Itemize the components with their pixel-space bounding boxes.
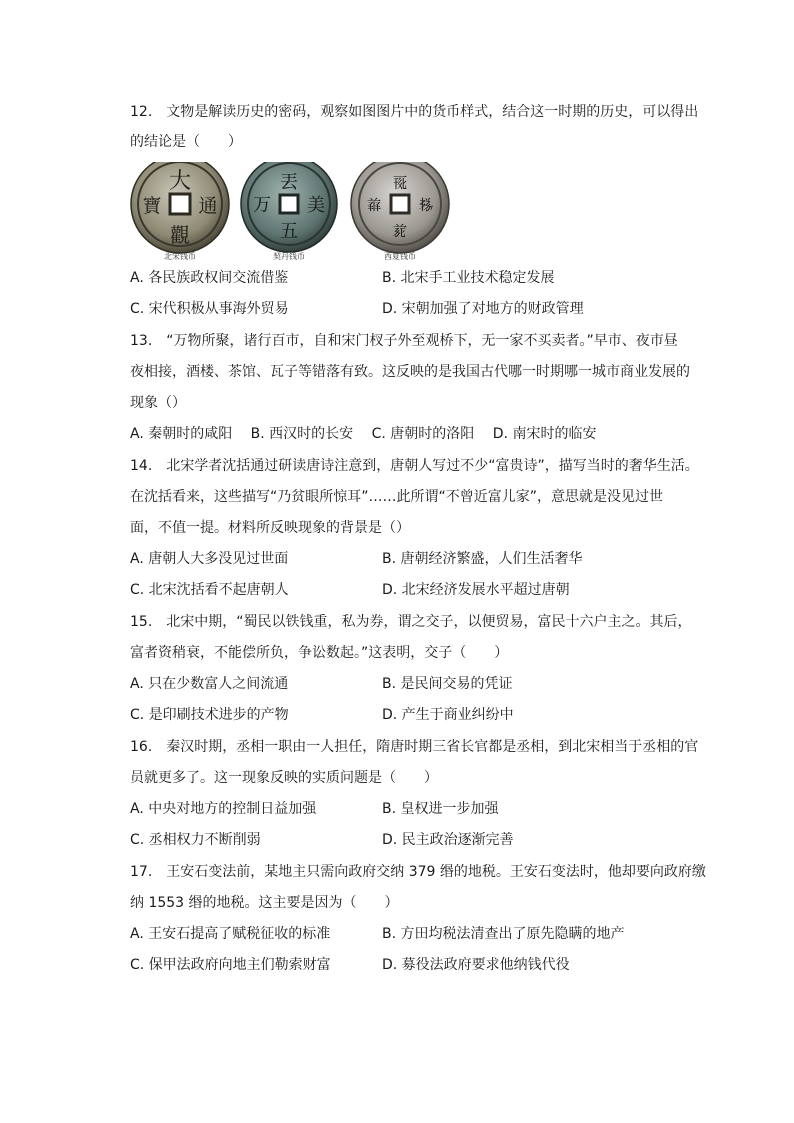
q14-stem-line3: 面，不值一提。材料所反映现象的背景是（） [130, 520, 410, 536]
q14-stem-line2: 在沈括看来，这些描写“乃贫眼所惊耳”……此所谓“不曾近富儿家”，意思就是没见过世 [130, 489, 664, 505]
q12-stem-line1: 12. 文物是解读历史的密码，观察如图图片中的货币样式，结合这一时期的历史，可以得出 [130, 104, 699, 120]
coin3-char-left: 𗒐 [366, 196, 382, 214]
q16-option-c[interactable]: C. 丞相权力不断削弱 [130, 832, 261, 848]
northern-song-coin [131, 162, 229, 261]
q15-option-b[interactable]: B. 是民间交易的凭证 [382, 676, 513, 692]
q12-stem-line2: 的结论是（ ） [130, 134, 242, 150]
q15-option-c[interactable]: C. 是印刷技术进步的产物 [130, 707, 289, 723]
q15-stem-line2: 富者资稍衰，不能偿所负，争讼数起。”这表明，交子（ ） [130, 645, 509, 661]
coin1-char-top: 大 [168, 169, 192, 194]
q14-option-c[interactable]: C. 北宋沈括看不起唐朝人 [130, 582, 289, 598]
q14-option-b[interactable]: B. 唐朝经济繁盛，人们生活奢华 [382, 551, 583, 567]
western-xia-coin [351, 162, 449, 261]
q12-option-c[interactable]: C. 宋代积极从事海外贸易 [130, 301, 289, 317]
q17-option-c[interactable]: C. 保甲法政府向地主们勒索财富 [130, 957, 331, 973]
q15-option-a[interactable]: A. 只在少数富人之间流通 [130, 676, 289, 692]
q14-option-d[interactable]: D. 北宋经济发展水平超过唐朝 [382, 582, 570, 598]
coin1-char-right: 通 [198, 195, 218, 217]
khitan-coin [241, 162, 337, 261]
q17-option-b[interactable]: B. 方田均税法清查出了原先隐瞒的地产 [382, 926, 625, 942]
coin3-caption: 西夏钱币 [384, 252, 416, 261]
q16-stem-line1: 16. 秦汉时期，丞相一职由一人担任，隋唐时期三省长官都是丞相，到北宋相当于丞相的官 [130, 739, 699, 755]
q15-option-d[interactable]: D. 产生于商业纠纷中 [382, 707, 514, 723]
q12-option-d[interactable]: D. 宋朝加强了对地方的财政管理 [382, 301, 584, 317]
q17-stem-line2: 纳 1553 缗的地税。这主要是因为（ ） [130, 895, 399, 911]
coin2-char-bottom: 五 [280, 221, 298, 242]
coin3-char-bottom: 𗐱 [392, 222, 408, 240]
coin2-caption: 契丹钱币 [273, 252, 305, 261]
q17-option-a[interactable]: A. 王安石提高了赋税征收的标准 [130, 926, 331, 942]
coin1-caption: 北宋钱币 [164, 252, 196, 261]
coin3-char-top: 𗀔 [392, 174, 408, 192]
q12-coin-images [128, 162, 458, 262]
q17-option-d[interactable]: D. 募役法政府要求他纳钱代役 [382, 957, 570, 973]
q16-stem-line2: 员就更多了。这一现象反映的实质问题是（ ） [130, 770, 438, 786]
q16-option-b[interactable]: B. 皇权进一步加强 [382, 801, 499, 817]
q12-option-a[interactable]: A. 各民族政权间交流借鉴 [130, 270, 289, 286]
q14-option-a[interactable]: A. 唐朝人大多没见过世面 [130, 551, 289, 567]
q17-stem-line1: 17. 王安石变法前，某地主只需向政府交纳 379 缗的地税。王安石变法时，他却要向政府缴 [130, 864, 706, 880]
q16-option-d[interactable]: D. 民主政治逐渐完善 [382, 832, 514, 848]
coin1-char-bottom: 觀 [170, 223, 190, 247]
coin3-char-right: 𗈪 [418, 196, 434, 214]
q12-option-b[interactable]: B. 北宋手工业技术稳定发展 [382, 270, 555, 286]
coin2-char-right: 美 [307, 195, 325, 216]
coin2-char-left: 万 [253, 195, 271, 216]
q16-option-a[interactable]: A. 中央对地方的控制日益加强 [130, 801, 317, 817]
q15-stem-line1: 15. 北宋中期，“蜀民以铁钱重，私为券，谓之交子，以便贸易，富民十六户主之。其后， [130, 614, 692, 630]
coin1-char-left: 寶 [142, 195, 162, 217]
q13-stem-line1: 13. “万物所聚，诸行百市，自和宋门杈子外至观桥下，无一家不买卖者。”早市、夜市昼 [130, 333, 678, 349]
q13-stem-line3: 现象（） [130, 395, 186, 411]
q13-options[interactable]: A. 秦朝时的咸阳 B. 西汉时的长安 C. 唐朝时的洛阳 D. 南宋时的临安 [130, 426, 597, 442]
q14-stem-line1: 14. 北宋学者沈括通过研读唐诗注意到，唐朝人写过不少“富贵诗”，描写当时的奢华生活。 [130, 458, 699, 474]
q13-stem-line2: 夜相接，酒楼、茶馆、瓦子等错落有致。这反映的是我国古代哪一时期哪一城市商业发展的 [130, 364, 690, 380]
coin2-char-top: 丟 [280, 172, 298, 193]
